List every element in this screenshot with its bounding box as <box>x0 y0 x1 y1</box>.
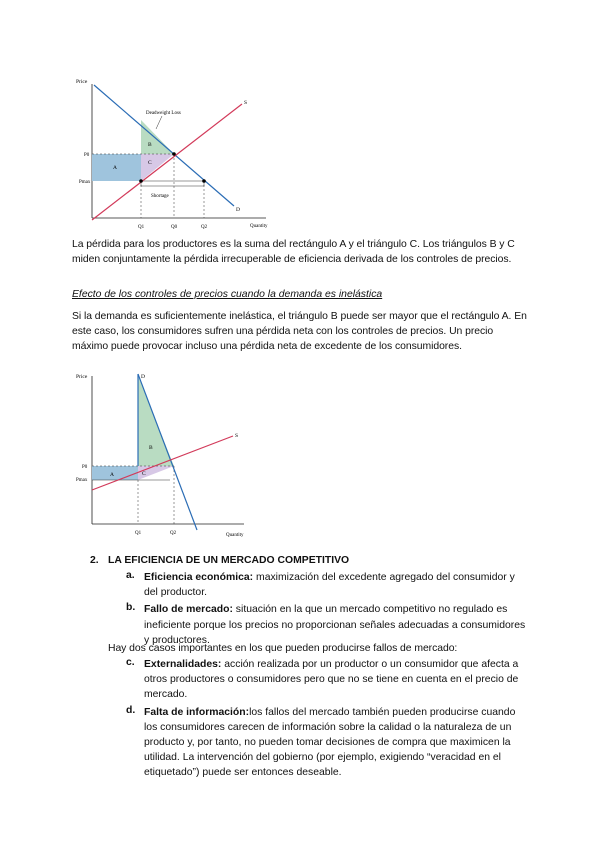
section-title-inelastic: Efecto de los controles de precios cuando la demanda es inelástica <box>72 289 383 300</box>
list-marker: c. <box>126 657 135 668</box>
pmax-label: Pmax <box>76 478 88 483</box>
pmax-label: Pmax <box>79 180 91 185</box>
section-2-title: LA EFICIENCIA DE UN MERCADO COMPETITIVO <box>108 555 350 566</box>
demand-label: D <box>141 374 145 380</box>
supply-label: S <box>244 100 248 106</box>
area-b-triangle <box>141 120 174 154</box>
definition-list-2 <box>126 657 526 781</box>
q2-label: Q2 <box>201 225 208 230</box>
caption-figure1: La pérdida para los productores es la suma del rectángulo A y el triángulo C. Los triángulos B y C miden conjuntamente la pérdida irrecuperable de eficiencia derivada de los controles de precios. <box>72 239 515 266</box>
axis-y-label: Price <box>76 79 88 85</box>
figure-price-control-inelastic <box>70 370 248 540</box>
list-marker: d. <box>126 704 136 716</box>
list-item <box>126 570 526 600</box>
q2-label: Q2 <box>170 531 177 536</box>
definition-list-1 <box>126 570 526 648</box>
area-a-rect <box>92 466 138 480</box>
definition: situación en la que un mercado competitivo no regulado es ineficiente porque los precios no proporcionan señales adecuadas a consumidores y productores. <box>144 604 526 646</box>
area-b-label: B <box>149 445 153 451</box>
list-item <box>126 705 526 781</box>
deadweight-label: Deadweight Loss <box>146 111 181 116</box>
q1-label: Q1 <box>138 225 145 230</box>
axis-y-label: Price <box>76 374 88 380</box>
area-b-label: B <box>148 142 152 148</box>
axis-x-label: Quantity <box>226 533 244 538</box>
p0-label: P0 <box>82 465 88 470</box>
definition: acción realizada por un productor o un consumidor que afecta a otros productores o consumidores pero que no se tiene en cuenta en el precio de mercado. <box>144 659 519 701</box>
definition: maximización del excedente agregado del consumidor y del productor. <box>144 572 515 599</box>
area-a-label: A <box>110 472 114 478</box>
area-c-label: C <box>148 160 152 166</box>
list-marker: a. <box>126 570 135 581</box>
term: Fallo de mercado: <box>144 604 233 616</box>
list-marker: b. <box>126 602 136 614</box>
area-c-label: C <box>142 471 146 477</box>
axis-x-label: Quantity <box>250 224 268 229</box>
area-c-triangle <box>141 154 174 181</box>
term: Eficiencia económica: <box>144 572 254 583</box>
section-text-inelastic: Si la demanda es suficientemente inelástica, el triángulo B puede ser mayor que el rectángulo A. En este caso, los consumidores sufren una pérdida neta con los controles de precios. Un precio máximo puede provocar incluso una pérdida neta de excedente de los consumidores. <box>72 311 527 353</box>
supply-label: S <box>235 433 239 439</box>
area-a-label: A <box>113 165 117 171</box>
demand-curve <box>94 85 234 206</box>
q1-label: Q1 <box>135 531 142 536</box>
p0-label: P0 <box>84 153 90 158</box>
intertext: Hay dos casos importantes en los que pueden producirse fallos de mercado: <box>108 643 458 654</box>
list-item <box>126 657 526 703</box>
demand-label: D <box>236 207 240 213</box>
q0-label: Q0 <box>171 225 178 230</box>
term: Externalidades: <box>144 659 222 670</box>
term: Falta de información: <box>144 706 250 718</box>
section-2-number: 2. <box>90 555 99 566</box>
figure-price-control-elastic <box>70 72 270 238</box>
shortage-label: Shortage <box>151 194 169 199</box>
definition: los fallos del mercado también pueden producirse cuando los consumidores carecen de información sobre la calidad o la naturaleza de un producto y, por tanto, no pueden tomar decisiones de compra que maximicen la utilidad. La intervención del gobierno (por ejemplo, exigiendo “veracidad en el etiquetado”) puede ser entonces deseable. <box>144 706 516 779</box>
